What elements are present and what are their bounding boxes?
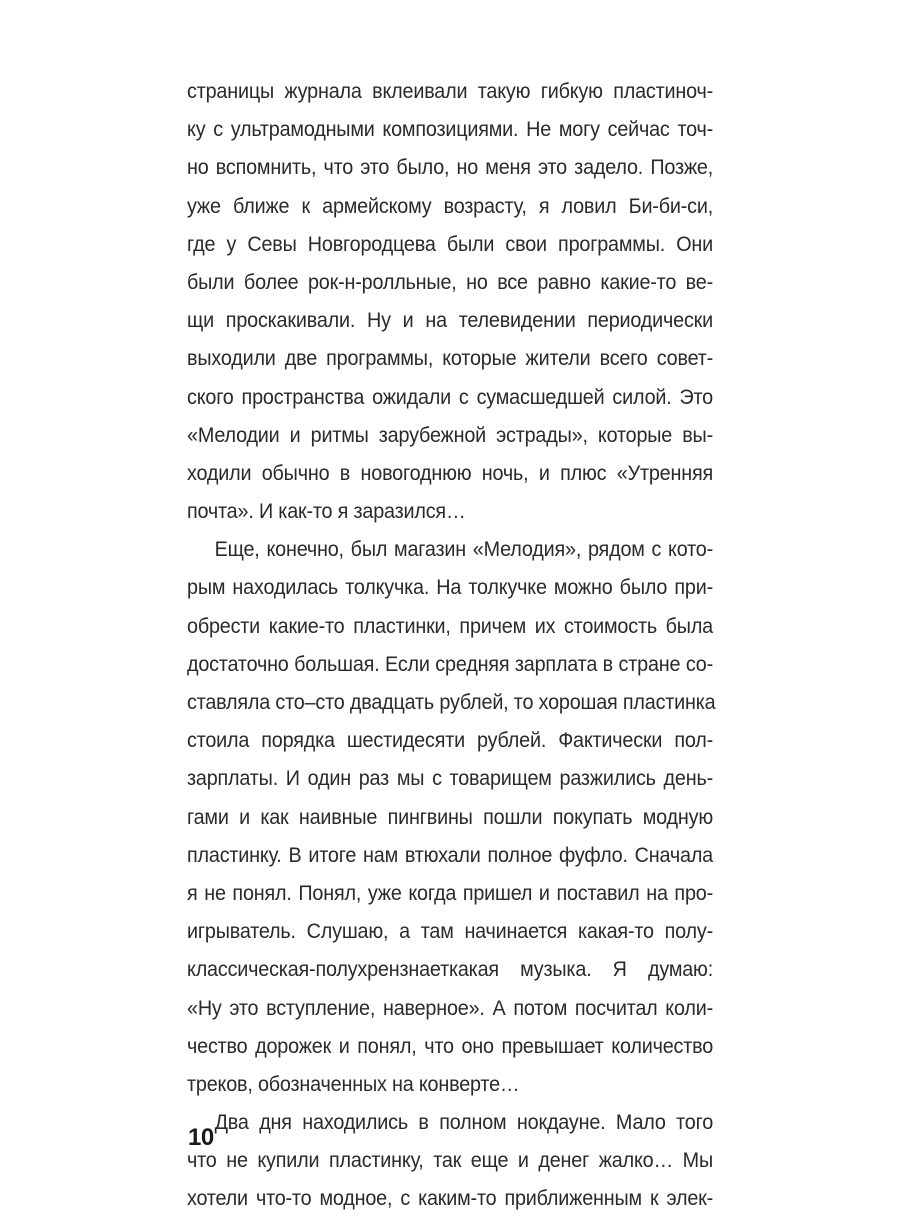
- text-line: пластинку. В итоге нам втюхали полное фуфло. Сначала: [187, 842, 714, 867]
- text-line: гами и как наивные пингвины пошли покупать модную: [187, 804, 714, 829]
- text-line: ставляла сто–сто двадцать рублей, то хорошая пластинка: [187, 690, 716, 714]
- text-line: достаточно большая. Если средняя зарплата в стране со-: [187, 651, 714, 676]
- text-line: хотели что-то модное, с каким-то приближенным к элек-: [187, 1186, 714, 1211]
- text-line: щи проскакивали. Ну и на телевидении периодически: [187, 308, 714, 333]
- text-line: Еще, конечно, был магазин «Мелодия», рядом с кото-: [214, 537, 714, 562]
- text-line: классическая-полухрензнаеткакая музыка. Я думаю:: [187, 957, 714, 982]
- text-line: я не понял. Понял, уже когда пришел и поставил на про-: [187, 880, 714, 905]
- text-line: «Мелодии и ритмы зарубежной эстрады», которые вы-: [187, 422, 714, 447]
- text-line: «Ну это вступление, наверное». А потом посчитал коли-: [187, 995, 714, 1020]
- text-line: стоила порядка шестидесяти рублей. Фактически пол-: [187, 728, 714, 753]
- text-line: игрыватель. Слушаю, а там начинается какая-то полу-: [187, 919, 714, 944]
- paragraph-1: [187, 72, 713, 530]
- text-line: зарплаты. И один раз мы с товарищем разжились день-: [187, 766, 714, 791]
- text-line: ходили обычно в новогоднюю ночь, и плюс «Утренняя: [187, 460, 714, 485]
- text-line: почта». И как-то я заразился…: [187, 499, 466, 524]
- page-body: [187, 72, 716, 1218]
- text-line: что не купили пластинку, так еще и денег жалко… Мы: [187, 1148, 714, 1173]
- text-line: обрести какие-то пластинки, причем их стоимость была: [187, 613, 714, 638]
- text-line: ку с ультрамодными композициями. Не могу сейчас точ-: [187, 117, 714, 142]
- text-line: были более рок-н-ролльные, но все равно какие-то ве-: [187, 269, 714, 294]
- text-line: чество дорожек и понял, что оно превышает количество: [187, 1033, 714, 1058]
- paragraph-3: [187, 1103, 713, 1218]
- text-line: выходили две программы, которые жители всего совет-: [187, 346, 714, 371]
- text-line: где у Севы Новгородцева были свои программы. Они: [187, 231, 714, 256]
- text-line: рым находилась толкучка. На толкучке можно было при-: [187, 575, 714, 600]
- text-line: ского пространства ожидали с сумасшедшей силой. Это: [187, 384, 714, 409]
- text-line: но вспомнить, что это было, но меня это задело. Позже,: [187, 155, 714, 180]
- text-line: уже ближе к армейскому возрасту, я ловил Би-би-си,: [187, 193, 714, 218]
- text-line: Два дня находились в полном нокдауне. Мало того: [214, 1110, 714, 1135]
- paragraph-2: [187, 530, 716, 1103]
- page-number: 10: [188, 1124, 214, 1151]
- text-line: треков, обозначенных на конверте…: [187, 1071, 520, 1096]
- text-line: страницы журнала вклеивали такую гибкую пластиноч-: [187, 79, 714, 103]
